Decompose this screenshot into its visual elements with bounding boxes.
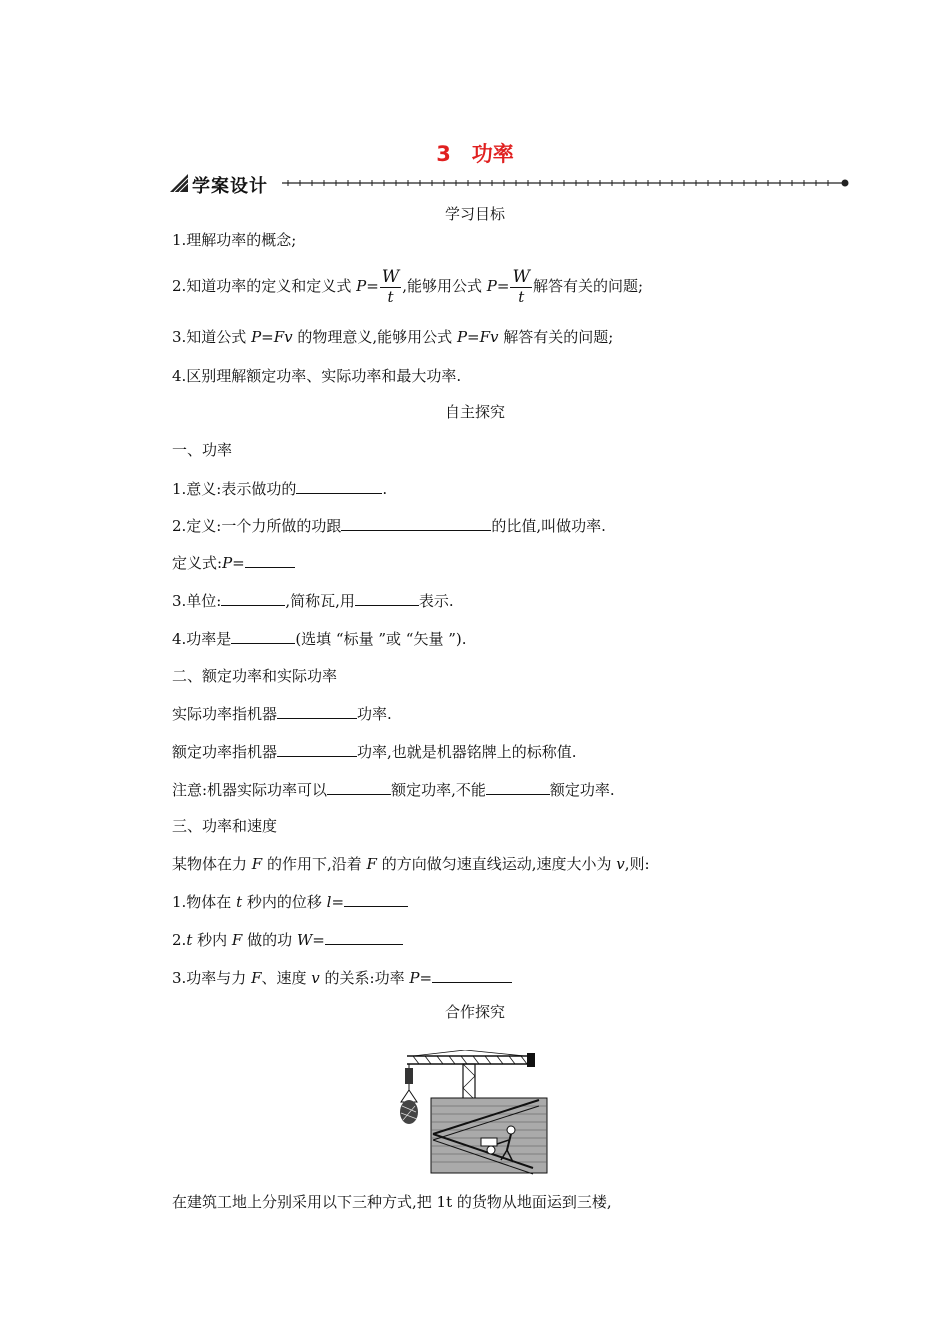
item-rated-power: 额定功率指机器 功率,也就是机器铭牌上的标称值. xyxy=(172,743,577,761)
banner-triangle-icon xyxy=(170,174,190,192)
goal-2: 2.知道功率的定义和定义式 P= $\frac{W}{t}$ ,能够用公式 P= $\frac{W}{t}$ 解答有关的问题; xyxy=(172,267,644,306)
section-banner xyxy=(170,172,852,196)
fill-blank[interactable] xyxy=(344,891,408,907)
fill-blank[interactable] xyxy=(231,628,295,644)
construction-site-illustration xyxy=(393,1050,553,1175)
item-actual-power: 实际功率指机器 功率. xyxy=(172,705,392,723)
fill-blank[interactable] xyxy=(432,967,512,983)
fill-blank[interactable] xyxy=(277,741,357,757)
fill-blank[interactable] xyxy=(277,703,357,719)
fill-blank[interactable] xyxy=(325,929,403,945)
problem-statement: 在建筑工地上分别采用以下三种方式,把 1t 的货物从地面运到三楼, xyxy=(172,1193,612,1211)
goal-3: 3.知道公式 P=Fv 的物理意义,能够用公式 P=Fv 解答有关的问题; xyxy=(172,328,614,346)
fill-blank[interactable] xyxy=(355,590,419,606)
item-power-relation: 3.功率与力 F、速度 v 的关系:功率 P= xyxy=(172,967,512,988)
section-heading-cooperative: 合作探究 xyxy=(444,1003,505,1021)
fraction-w-over-t: $\frac{W}{t}$ xyxy=(512,267,530,306)
goal-4: 4.区别理解额定功率、实际功率和最大功率. xyxy=(172,367,462,385)
heading-rated-actual: 二、额定功率和实际功率 xyxy=(172,667,338,685)
item-definition: 2.定义:一个力所做的功跟 的比值,叫做功率. xyxy=(172,517,606,535)
item-meaning: 1.意义:表示做功的 . xyxy=(172,480,388,498)
item-intro: 某物体在力 F 的作用下,沿着 F 的方向做匀速直线运动,速度大小为 v,则: xyxy=(172,855,650,873)
banner-label: 学案设计 xyxy=(192,176,268,197)
page-title: 3 功率 xyxy=(436,142,514,166)
fill-blank[interactable] xyxy=(327,779,391,795)
heading-power: 一、功率 xyxy=(172,441,233,459)
goal-1: 1.理解功率的概念; xyxy=(172,231,297,249)
fill-blank[interactable] xyxy=(221,590,285,606)
section-heading-self-study: 自主探究 xyxy=(444,403,505,421)
fill-blank[interactable] xyxy=(245,552,295,568)
fraction-w-over-t: $\frac{W}{t}$ xyxy=(381,267,400,306)
item-note: 注意:机器实际功率可以 额定功率,不能 额定功率. xyxy=(172,781,615,799)
item-unit: 3.单位: ,简称瓦,用 表示. xyxy=(172,592,454,610)
section-heading-goals: 学习目标 xyxy=(444,205,505,223)
fill-blank[interactable] xyxy=(486,779,550,795)
dotted-rule xyxy=(282,175,852,191)
item-scalar-vector: 4.功率是 (选填 “标量 ”或 “矢量 ”). xyxy=(172,630,467,648)
fill-blank[interactable] xyxy=(296,478,382,494)
fill-blank[interactable] xyxy=(341,515,491,531)
item-displacement: 1.物体在 t 秒内的位移 l= xyxy=(172,891,408,912)
item-formula: 定义式:P= xyxy=(172,552,295,573)
heading-power-speed: 三、功率和速度 xyxy=(172,817,278,835)
item-work: 2.t 秒内 F 做的功 W= xyxy=(172,929,403,950)
